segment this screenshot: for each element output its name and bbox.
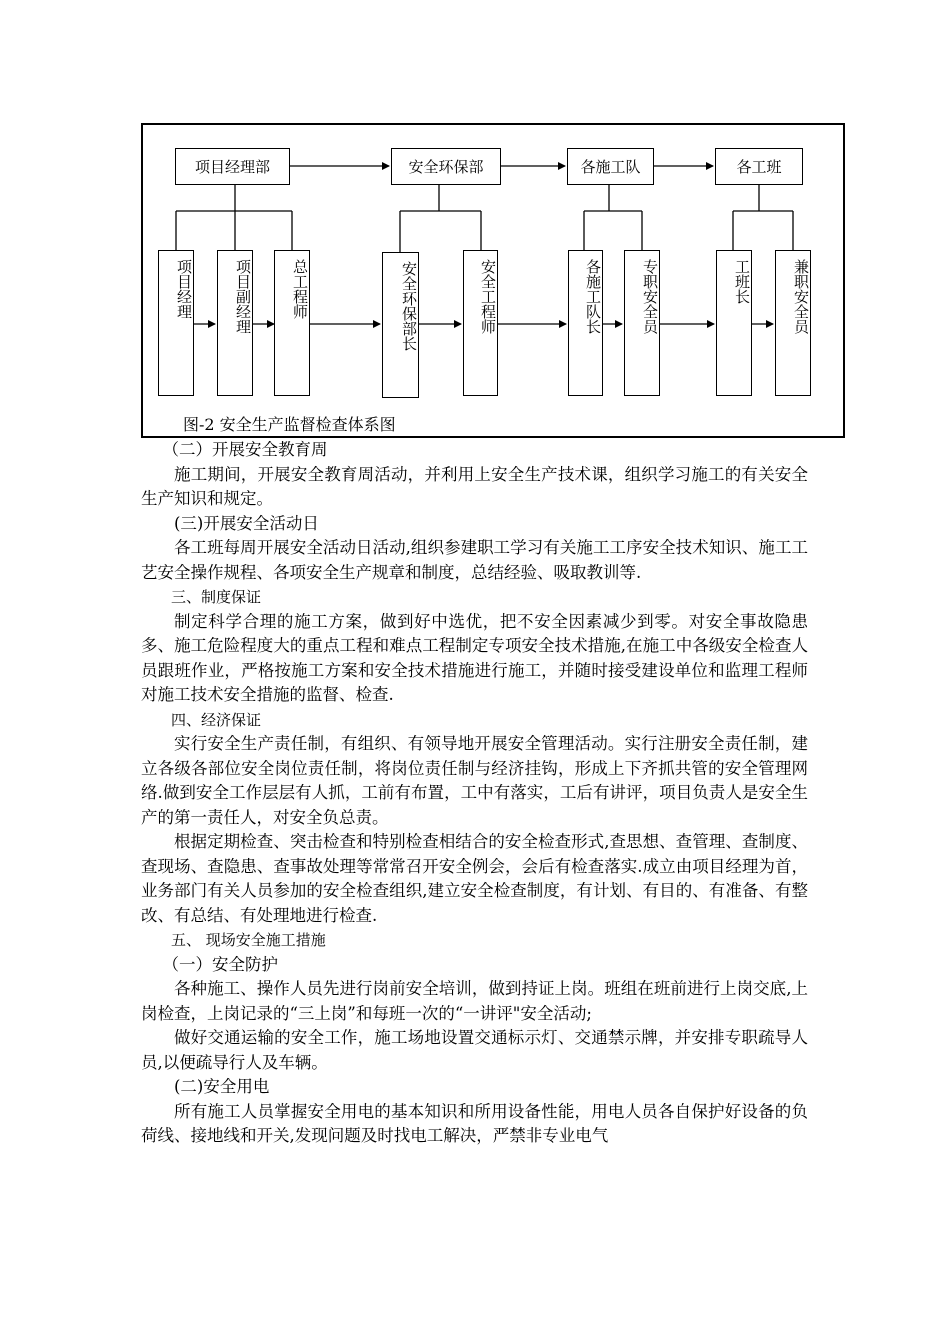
paragraph: 实行安全生产责任制，有组织、有领导地开展安全管理活动。实行注册安全责任制，建立各级各部位安全岗位责任制，将岗位责任制与经济挂钩，形成上下齐抓共管的安全管理网络.做到安全工作层层有人抓，工前有布置，工中有落实，工后有讲评，项目负责人是安全生产的第一责任人，对安全负总责。 xyxy=(141,734,808,827)
subheading-safety-day: (三)开展安全活动日 xyxy=(174,513,319,533)
box-project-management-dept: 项目经理部 xyxy=(175,148,290,185)
subheading-electrical-safety: (二)安全用电 xyxy=(174,1077,270,1096)
heading-system-guarantee: 三、制度保证 xyxy=(171,588,262,606)
paragraph: 各工班每周开展安全活动日活动,组织参建职工学习有关施工工序安全技术知识、施工工艺安全操作规程、各项安全生产规章和制度，总结经验、吸取教训等. xyxy=(141,538,808,582)
box-group-leader: 工班长 xyxy=(716,250,752,396)
box-construction-teams: 各施工队 xyxy=(567,148,654,185)
paragraph: 根据定期检查、突击检查和特别检查相结合的安全检查形式,查思想、查管理、查制度、查现场、查隐患、查事故处理等常常召开安全例会，会后有检查落实.成立由项目经理为首，业务部门有关人员参加的安全检查组织,建立安全检查制度，有计划、有目的、有准备、有整改、有总结、有处理地进行检查. xyxy=(141,832,808,925)
subheading-safety-protection: （一）安全防护 xyxy=(162,954,278,974)
subheading-safety-week: （二）开展安全教育周 xyxy=(162,440,328,459)
box-team-leaders: 各施工队长 xyxy=(568,250,603,396)
paragraph: 做好交通运输的安全工作，施工场地设置交通标示灯、交通禁示牌，并安排专职疏导人员,以便疏导行人及车辆。 xyxy=(141,1028,808,1072)
heading-economic-guarantee: 四、经济保证 xyxy=(171,710,262,729)
box-part-time-safety-officer: 兼职安全员 xyxy=(775,250,811,396)
box-work-groups: 各工班 xyxy=(715,148,803,185)
box-safety-environment-dept: 安全环保部 xyxy=(391,148,501,185)
paragraph: 施工期间，开展安全教育周活动，并利用上安全生产技术课，组织学习施工的有关安全生产知识和规定。 xyxy=(141,464,808,508)
box-chief-engineer: 总工程师 xyxy=(274,250,310,396)
box-safety-engineer: 安全工程师 xyxy=(463,250,498,396)
heading-site-safety-measures: 五、 现场安全施工措施 xyxy=(171,931,326,949)
supervision-system-diagram xyxy=(141,123,845,438)
box-full-time-safety-officer: 专职安全员 xyxy=(624,250,660,396)
diagram-caption: 图-2 安全生产监督检查体系图 xyxy=(183,415,396,434)
box-safety-env-dept-head: 安全环保部长 xyxy=(382,252,419,398)
box-deputy-project-manager: 项目副经理 xyxy=(217,250,253,396)
document-body xyxy=(141,438,808,1149)
box-project-manager: 项目经理 xyxy=(158,250,194,396)
paragraph: 所有施工人员掌握安全用电的基本知识和所用设备性能，用电人员各自保护好设备的负荷线、接地线和开关,发现问题及时找电工解决，严禁非专业电气 xyxy=(141,1101,808,1145)
paragraph: 制定科学合理的施工方案，做到好中选优，把不安全因素减少到零。对安全事故隐患多、施工危险程度大的重点工程和难点工程制定专项安全技术措施,在施工中各级安全检查人员跟班作业，严格按施工方案和安全技术措施进行施工，并随时接受建设单位和监理工程师对施工技术安全措施的监督、检查. xyxy=(141,611,808,704)
paragraph: 各种施工、操作人员先进行岗前安全培训，做到持证上岗。班组在班前进行上岗交底,上岗检查，上岗记录的“三上岗”和每班一次的“一讲评"安全活动; xyxy=(141,979,808,1023)
